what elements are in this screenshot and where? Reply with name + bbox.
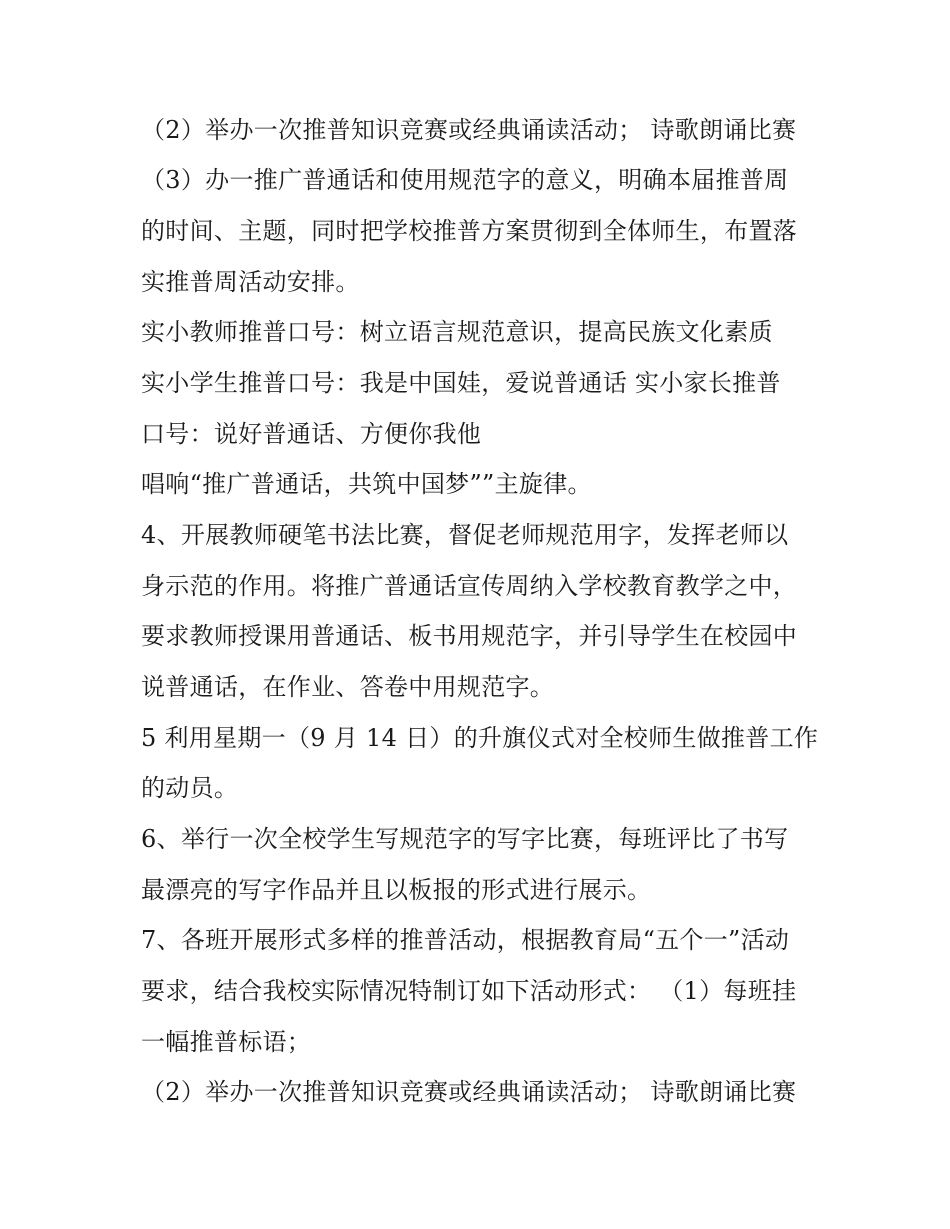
text-line: 唱响“推广普通话，共筑中国梦””主旋律。 [141,470,592,498]
text-line: 实小学生推普口号：我是中国娃，爱说普通话 实小家长推普 [141,369,781,397]
text-line: 6、举行一次全校学生写规范字的写字比赛，每班评比了书写 [141,825,789,853]
text-line: 最漂亮的写字作品并且以板报的形式进行展示。 [141,876,652,904]
text-line: 身示范的作用。将推广普通话宣传周纳入学校教育教学之中， [141,572,798,600]
text-line: （2）举办一次推普知识竞赛或经典诵读活动； 诗歌朗诵比赛 [141,1078,797,1106]
text-line: （3）办一推广普通话和使用规范字的意义，明确本届推普周 [141,166,789,194]
text-line: 口号：说好普通话、方便你我他 [141,420,482,448]
text-line: 的时间、主题，同时把学校推普方案贯彻到全体师生，布置落 [141,217,798,245]
text-line: 4、开展教师硬笔书法比赛，督促老师规范用字，发挥老师以 [141,521,789,549]
text-line: 一幅推普标语； [141,1028,312,1056]
text-line: （2）举办一次推普知识竞赛或经典诵读活动； 诗歌朗诵比赛 [141,116,797,144]
text-line: 5 利用星期一（9 月 14 日）的升旗仪式对全校师生做推普工作 [141,724,819,752]
text-line: 要求教师授课用普通话、板书用规范字，并引导学生在校园中 [141,622,798,650]
text-line: 实推普周活动安排。 [141,268,360,296]
text-line: 实小教师推普口号：树立语言规范意识，提高民族文化素质 [141,318,773,346]
text-line: 7、各班开展形式多样的推普活动，根据教育局“五个一”活动 [141,926,790,954]
text-line: 的动员。 [141,774,239,802]
text-line: 说普通话，在作业、答卷中用规范字。 [141,673,555,701]
text-line: 要求，结合我校实际情况特制订如下活动形式： （1）每班挂 [141,977,797,1005]
